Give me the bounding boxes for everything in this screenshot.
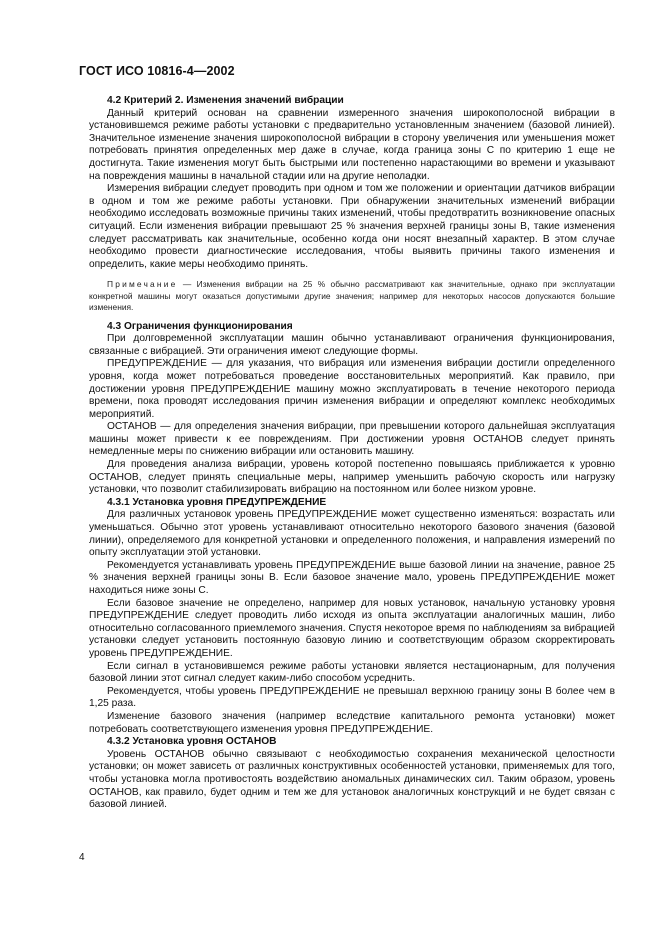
paragraph: Рекомендуется, чтобы уровень ПРЕДУПРЕЖДЕНИЕ не превышал верхнюю границу зоны В более чем в 1,25 раза. — [89, 685, 615, 710]
section-4-3-2-heading: 4.3.2 Установка уровня ОСТАНОВ — [107, 736, 277, 748]
note — [89, 279, 615, 313]
section-4-3-heading: 4.3 Ограничения функционирования — [107, 320, 293, 332]
note-text: — Изменения вибрации на 25 % обычно рассматривают как значительные, однако при эксплуатации конкретной машины могут оказаться допустимыми другие значения; например для некоторых насосов допускаются большие изменения. — [89, 279, 615, 313]
section-4-2-heading: 4.2 Критерий 2. Изменения значений вибрации — [107, 95, 344, 106]
paragraph: При долговременной эксплуатации машин обычно устанавливают ограничения функционирования, связанные с вибрацией. Эти ограничения имеют следующие формы. — [89, 333, 615, 357]
paragraph: Если базовое значение не определено, например для новых установок, начальную установку уровня ПРЕДУПРЕЖДЕНИЕ следует проводить либо исходя из опыта эксплуатации аналогичных машин, либо относительно согласованного приемлемого значения. Спустя некоторое время по наблюдениям за вибрацией установки следует установить постоянную базовую линию и соответствующим образом скорректировать уровень ПРЕДУПРЕЖДЕНИЕ. — [89, 597, 615, 659]
page-content — [89, 95, 615, 812]
note-label: Примечание — [107, 279, 178, 290]
paragraph: Изменение базового значения (например вследствие капитального ремонта установки) может потребовать соответствующего изменения уровня ПРЕДУПРЕЖДЕНИЕ. — [89, 710, 615, 735]
paragraph: Данный критерий основан на сравнении измеренного значения широкополосной вибрации в установившемся режиме работы установки с предварительно установленным значением (базовой линией). Значительное изменение значения широкополосной вибрации в сторону увеличения или уменьшения может потребовать принятия определенных мер даже в случае, когда граница зоны С по критерию 1 еще не достигнута. Такие изменения могут быть быстрыми или постепенно нарастающими во времени и указывают на повреждения машины в начальной стадии или на другие неполадки. — [89, 107, 615, 182]
paragraph: Для проведения анализа вибрации, уровень которой постепенно повышаясь приближается к уровню ОСТАНОВ, следует принять специальные меры, например уменьшить рабочую скорость или нагрузку установки, что позволит стабилизировать вибрацию на постоянном или более низком уровне. — [89, 459, 615, 496]
paragraph: ОСТАНОВ — для определения значения вибрации, при превышении которого дальнейшая эксплуатация машины может привести к ее повреждениям. При достижении уровня ОСТАНОВ следует принять немедленные меры по снижению вибрации или остановить машину. — [89, 421, 615, 458]
paragraph: Если сигнал в установившемся режиме работы установки является нестационарным, для получения базовой линии этот сигнал следует каким-либо способом усреднить. — [89, 660, 615, 685]
page-header: ГОСТ ИСО 10816-4—2002 — [79, 64, 235, 78]
paragraph: ПРЕДУПРЕЖДЕНИЕ — для указания, что вибрация или изменения вибрации достигли определенного уровня, когда может потребоваться проведение восстановительных мероприятий. Как правило, при достижении уровня ПРЕДУПРЕЖДЕНИЕ машину можно эксплуатировать в течение некоторого периода времени, пока проводят исследования причин изменения вибрации и определяют комплекс необходимых мероприятий. — [89, 358, 615, 420]
paragraph: Рекомендуется устанавливать уровень ПРЕДУПРЕЖДЕНИЕ выше базовой линии на значение, равное 25 % значения верхней границы зоны В. Если базовое значение мало, уровень ПРЕДУПРЕЖДЕНИЕ может находиться ниже зоны С. — [89, 559, 615, 596]
paragraph: Измерения вибрации следует проводить при одном и том же положении и ориентации датчиков вибрации в одном и том же режиме работы установки. При обнаружении значительных изменений вибрации необходимо исследовать возможные причины таких изменений, чтобы предотвратить возникновение опасных ситуаций. Если изменения вибрации превышают 25 % значения верхней границы зоны В, такие изменения следует рассматривать как значительные, особенно когда они носят внезапный характер. В этом случае необходимо провести диагностические исследования, чтобы выявить причины такого изменения и определить, какие меры необходимо принять. — [89, 183, 615, 270]
paragraph: Для различных установок уровень ПРЕДУПРЕЖДЕНИЕ может существенно изменяться: возрастать или уменьшаться. Обычно этот уровень устанавливают относительно некоторого базового значения (базовой линии), определяемого для конкретной установки и определенного положения, и направления измерений по опыту эксплуатации этой установки. — [89, 509, 615, 559]
paragraph: Уровень ОСТАНОВ обычно связывают с необходимостью сохранения механической целостности установки; он может зависеть от различных конструктивных особенностей установки, применяемых для того, чтобы установка могла противостоять воздействию аномальных динамических сил. Таким образом, уровень ОСТАНОВ, как правило, будет одним и тем же для установок аналогичных конструкций и не будет связан с базовой линией. — [89, 748, 615, 811]
section-4-3-1-heading: 4.3.1 Установка уровня ПРЕДУПРЕЖДЕНИЕ — [107, 496, 327, 508]
page-number: 4 — [79, 852, 85, 863]
